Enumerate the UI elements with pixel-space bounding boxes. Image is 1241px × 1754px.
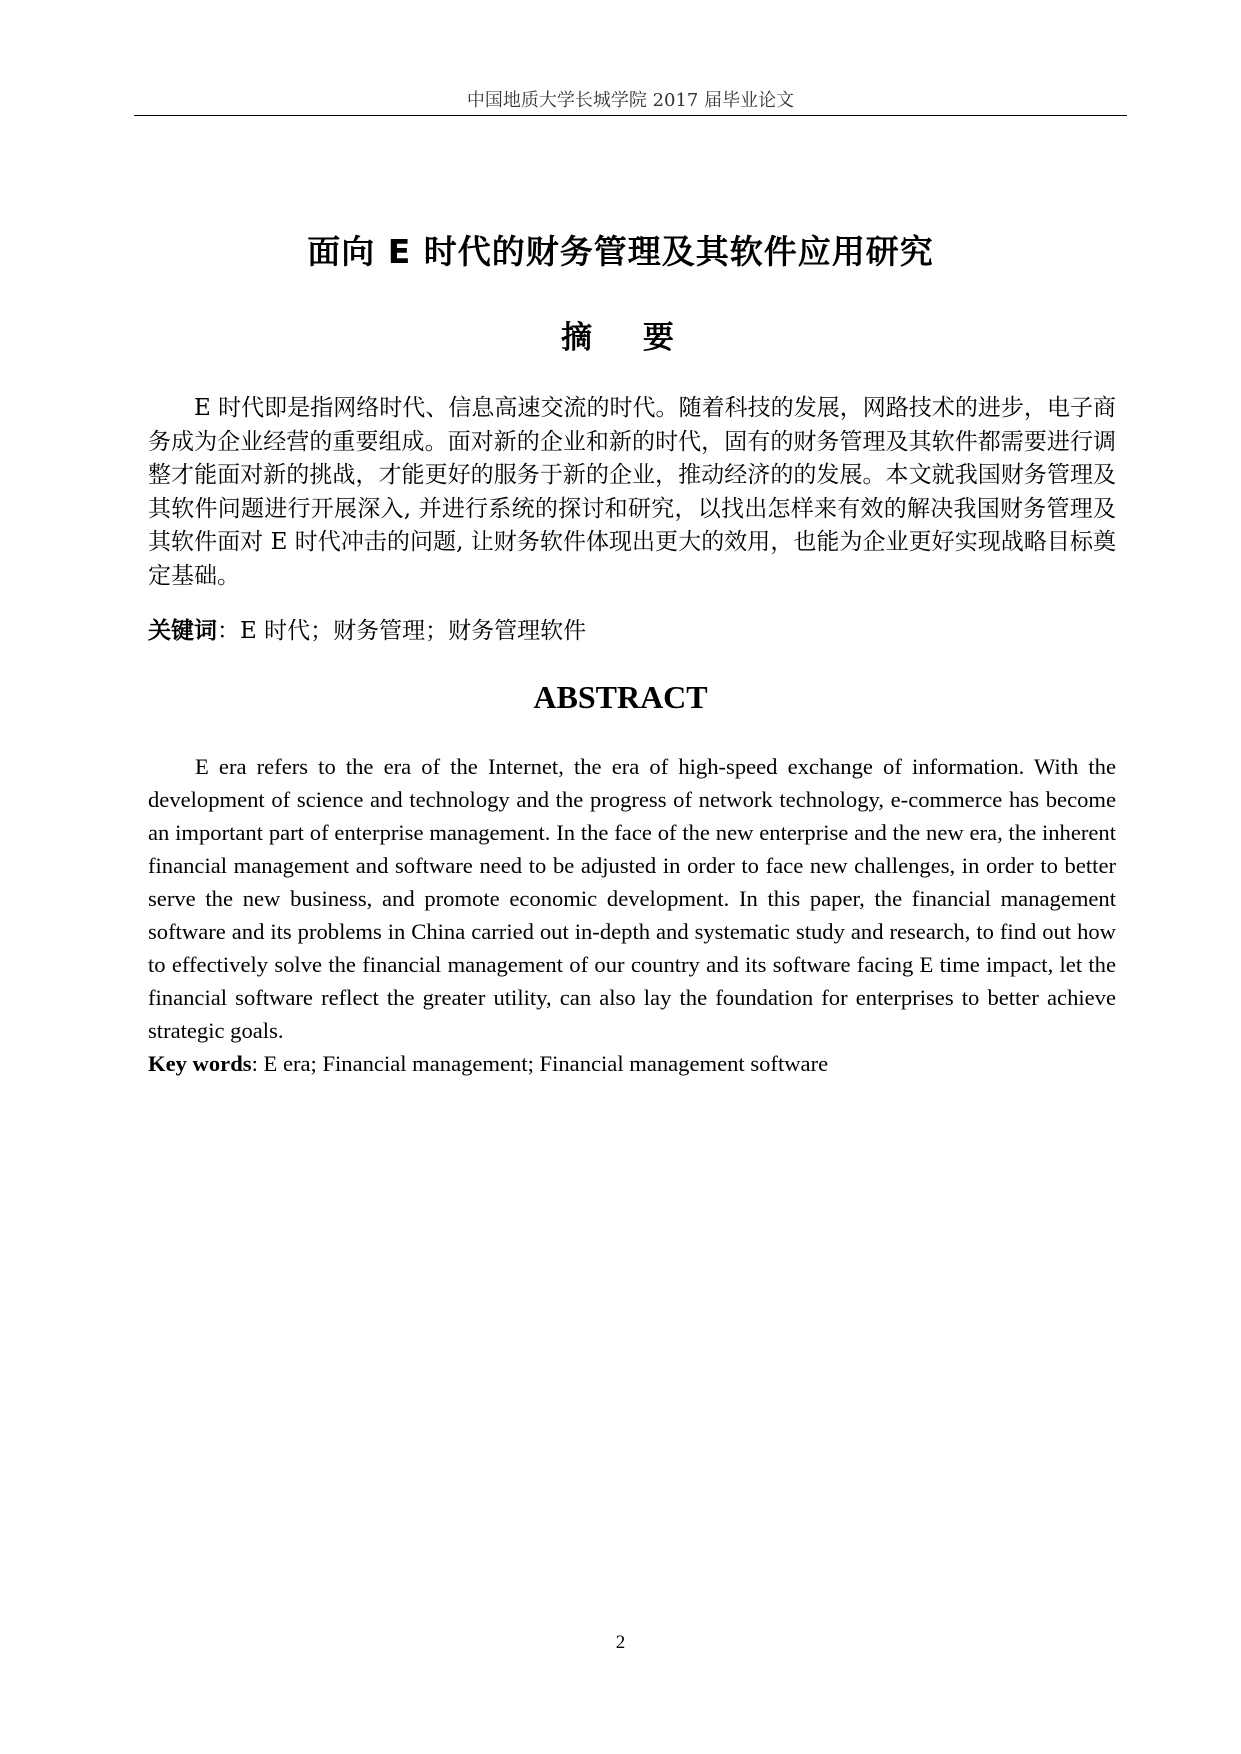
header-rule	[134, 115, 1127, 116]
abstract-body-cn: E 时代即是指网络时代、信息高速交流的时代。随着科技的发展，网路技术的进步，电子商务成为企业经营的重要组成。面对新的企业和新的时代，固有的财务管理及其软件都需要进行调整才能面对新的挑战，才能更好的服务于新的企业，推动经济的的发展。本文就我国财务管理及其软件问题进行开展深入, 并进行系统的探讨和研究，以找出怎样来有效的解决我国财务管理及其软件面对 E 时代冲击的问题, 让财务软件体现出更大的效用，也能为企业更好实现战略目标奠定基础。	[148, 395, 1116, 589]
keywords-separator-cn: ：	[217, 618, 240, 644]
abstract-body-en: E era refers to the era of the Internet, the era of high-speed exchange of information. With the development of science and technology and the progress of network technology, e-commerce has become an important part of enterprise management. In the face of the new enterprise and the new era, the inherent financial management and software need to be adjusted in order to face new challenges, in order to better serve the new business, and promote economic development. In this paper, the financial management software and its problems in China carried out in-depth and systematic study and research, to find out how to effectively solve the financial management of our country and its software facing E time impact, let the financial software reflect the greater utility, can also lay the foundation for enterprises to better achieve strategic goals.	[148, 754, 1116, 1043]
keywords-cn	[148, 615, 586, 648]
page-number: 2	[615, 1632, 626, 1653]
running-header: 中国地质大学长城学院 2017 届毕业论文	[466, 90, 795, 111]
keywords-label-en: Key words	[148, 1051, 252, 1076]
paper-title: 面向 E 时代的财务管理及其软件应用研究	[307, 232, 934, 271]
keywords-value-cn: E 时代；财务管理；财务管理软件	[240, 618, 587, 644]
abstract-heading-en: ABSTRACT	[533, 679, 708, 715]
abstract-heading-cn: 摘 要	[561, 320, 680, 356]
keywords-separator-en: :	[251, 1051, 264, 1076]
keywords-en	[148, 1047, 828, 1080]
keywords-label-cn: 关键词	[148, 618, 217, 644]
keywords-value-en: E era; Financial management; Financial management software	[263, 1051, 829, 1076]
